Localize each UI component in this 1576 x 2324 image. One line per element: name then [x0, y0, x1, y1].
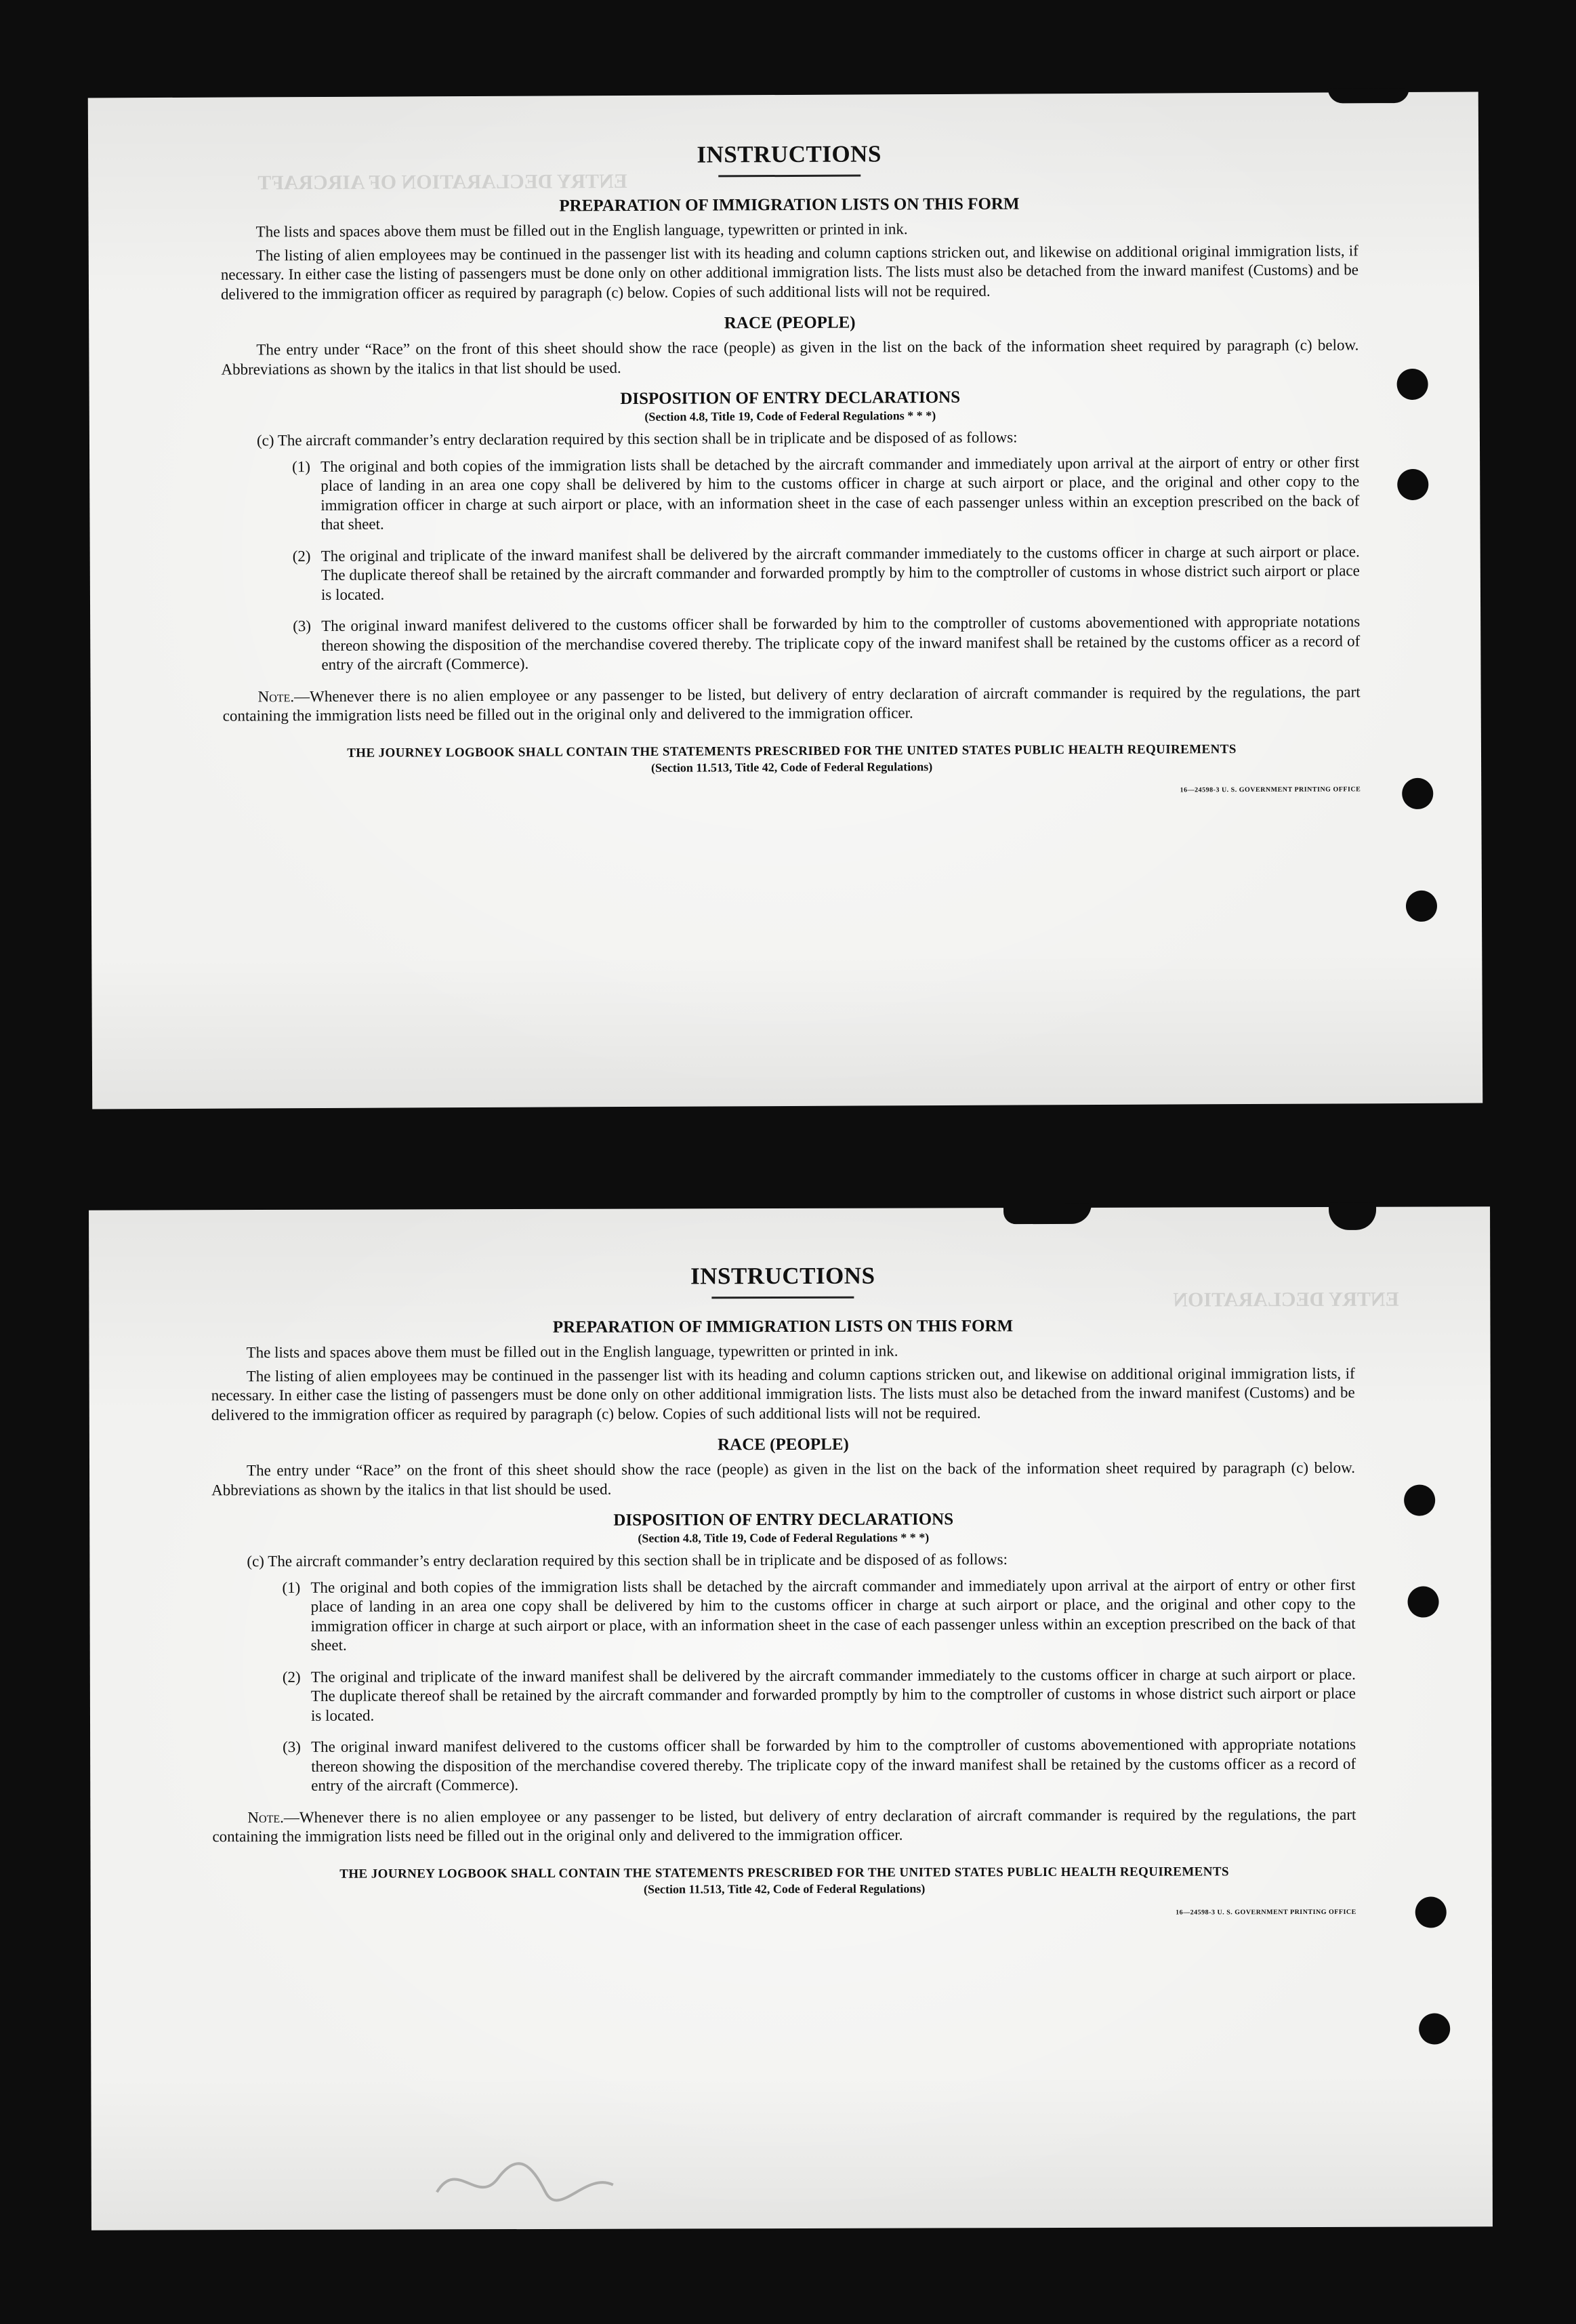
list-item-number: (2)	[292, 547, 311, 565]
list-item-text: The original inward manifest delivered to the customs officer shall be forwarded by him to the comptroller of customs abovementioned with appropriate notations thereon showing the disposition of the merchandise covered thereby. The triplicate copy of the inward manifest shall be retained by the customs officer as a record of entry of the aircraft (Commerce).	[311, 1735, 1356, 1794]
bleed-through-text: ENTRY DECLARATION OF AIRCRAFT	[257, 170, 627, 195]
note-label: Note.	[247, 1808, 284, 1826]
journey-reference: (Section 11.513, Title 42, Code of Federal Regulations)	[650, 759, 933, 775]
bleed-through-text: ENTRY DECLARATION	[1173, 1288, 1399, 1311]
list-item-number: (2)	[282, 1668, 301, 1686]
disposition-heading: DISPOSITION OF ENTRY DECLARATIONS	[620, 388, 961, 409]
printer-imprint: 16—24598-3 U. S. GOVERNMENT PRINTING OFFICE	[1180, 785, 1361, 794]
disposition-intro: (c) The aircraft commander’s entry declaration required by this section shall be in triplicate and be disposed of as follows:	[256, 428, 1018, 449]
prep-paragraph-1: The lists and spaces above them must be filled out in the English language, typewritten or printed in ink.	[246, 1342, 898, 1362]
paper-tear	[1329, 1203, 1376, 1230]
printer-imprint: 16—24598-3 U. S. GOVERNMENT PRINTING OFFICE	[1176, 1908, 1356, 1917]
document-sheet-top	[88, 92, 1482, 1109]
preparation-heading: PREPARATION OF IMMIGRATION LISTS ON THIS FORM	[552, 1317, 1014, 1337]
list-item	[212, 1735, 1356, 1796]
race-paragraph: The entry under “Race” on the front of this sheet should show the race (people) as given in the list on the back of the information sheet required by paragraph (c) below. Abbreviations as shown by the italics in that list should be used.	[211, 1459, 1356, 1499]
list-item-text: The original inward manifest delivered to the customs officer shall be forwarded by him to the comptroller of customs abovementioned with appropriate notations thereon showing the disposition of the merchandise covered thereby. The triplicate copy of the inward manifest shall be retained by the customs officer as a record of entry of the aircraft (Commerce).	[321, 613, 1361, 673]
punch-hole	[1397, 369, 1428, 400]
list-item-text: The original and both copies of the immigration lists shall be detached by the aircraft commander and immediately upon arrival at the airport of entry or other first place of landing in an area one copy shall be delivered by him to the customs officer in charge at such airport or place, and the original and other copy to the immigration officer in charge at such airport or place, with an information sheet in the case of each passenger unless within an exception prescribed on the back of that sheet.	[320, 453, 1360, 533]
list-item	[211, 1575, 1355, 1655]
instructions-content	[220, 138, 1361, 798]
paper-tear	[1003, 1204, 1092, 1224]
page-title: INSTRUCTIONS	[690, 1262, 875, 1290]
title-underline	[711, 1297, 854, 1299]
paper-tear	[1328, 88, 1409, 104]
instructions-content	[211, 1261, 1356, 1919]
list-item	[222, 612, 1360, 675]
prep-paragraph-1: The lists and spaces above them must be filled out in the English language, typewritten or printed in ink.	[255, 220, 908, 241]
journey-logbook-line: THE JOURNEY LOGBOOK SHALL CONTAIN THE STATEMENTS PRESCRIBED FOR THE UNITED STATES PUBLIC HEALTH REQUIREMENTS	[339, 1864, 1229, 1881]
disposition-reference: (Section 4.8, Title 19, Code of Federal Regulations * * *)	[638, 1530, 930, 1545]
disposition-heading: DISPOSITION OF ENTRY DECLARATIONS	[613, 1510, 954, 1530]
list-item	[222, 542, 1360, 605]
list-item	[222, 453, 1359, 535]
punch-hole	[1419, 2013, 1450, 2044]
list-item-number: (3)	[283, 1738, 301, 1755]
list-item-text: The original and both copies of the immigration lists shall be detached by the aircraft commander and immediately upon arrival at the airport of entry or other first place of landing in an area one copy shall be delivered by him to the customs officer in charge at such airport or place, and the original and other copy to the immigration officer in charge at such airport or place, with an information sheet in the case of each passenger unless within an exception prescribed on the back of that sheet.	[310, 1576, 1356, 1654]
prep-paragraph-2: The listing of alien employees may be continued in the passenger list with its heading and column captions stricken out, and likewise on additional original immigration lists, if necessary. In either case the listing of passengers must be done only on other additional immigration lists. The lists must also be detached from the inward manifest (Customs) and be delivered to the immigration officer as required by paragraph (c) below. Copies of such additional lists will not be required.	[211, 1364, 1355, 1423]
journey-logbook-line: THE JOURNEY LOGBOOK SHALL CONTAIN THE STATEMENTS PRESCRIBED FOR THE UNITED STATES PUBLIC HEALTH REQUIREMENTS	[347, 741, 1237, 760]
prep-paragraph-2: The listing of alien employees may be continued in the passenger list with its heading and column captions stricken out, and likewise on additional original immigration lists, if necessary. In either case the listing of passengers must be done only on other additional immigration lists. The lists must also be detached from the inward manifest (Customs) and be delivered to the immigration officer as required by paragraph (c) below. Copies of such additional lists will not be required.	[220, 241, 1359, 303]
page-title: INSTRUCTIONS	[697, 140, 882, 168]
list-item	[212, 1665, 1356, 1726]
note-text: —Whenever there is no alien employee or any passenger to be listed, but delivery of entry declaration of aircraft commander is required by the regulations, the part containing the immigration lists need be filled out in the original only and delivered to the immigration officer.	[212, 1806, 1356, 1846]
punch-hole	[1407, 1586, 1438, 1617]
disposition-reference: (Section 4.8, Title 19, Code of Federal Regulations * * *)	[644, 409, 936, 424]
punch-hole	[1406, 891, 1437, 922]
title-underline	[718, 175, 860, 178]
punch-hole	[1402, 778, 1433, 809]
punch-hole	[1415, 1896, 1447, 1928]
note-paragraph	[223, 682, 1361, 726]
disposition-intro: (c) The aircraft commander’s entry declaration required by this section shall be in triplicate and be disposed of as follows:	[247, 1551, 1008, 1570]
race-paragraph: The entry under “Race” on the front of this sheet should show the race (people) as given in the list on the back of the information sheet required by paragraph (c) below. Abbreviations as shown by the italics in that list should be used.	[221, 336, 1359, 378]
list-item-text: The original and triplicate of the inward manifest shall be delivered by the aircraft commander immediately to the customs officer in charge at such airport or place. The duplicate thereof shall be retained by the aircraft commander and forwarded promptly by him to the comptroller of customs in whose district such airport or place is located.	[310, 1665, 1356, 1724]
punch-hole	[1397, 469, 1428, 500]
journey-reference: (Section 11.513, Title 42, Code of Federal Regulations)	[643, 1881, 926, 1896]
punch-hole	[1404, 1485, 1435, 1516]
note-text: —Whenever there is no alien employee or any passenger to be listed, but delivery of entry declaration of aircraft commander is required by the regulations, the part containing the immigration lists need be filled out in the original only and delivered to the immigration officer.	[222, 682, 1361, 725]
document-sheet-bottom	[89, 1206, 1493, 2230]
preparation-heading: PREPARATION OF IMMIGRATION LISTS ON THIS FORM	[559, 195, 1020, 216]
list-item-number: (1)	[292, 457, 311, 475]
handwritten-marks	[430, 2151, 620, 2213]
race-heading: RACE (PEOPLE)	[718, 1435, 849, 1454]
note-label: Note.	[257, 687, 295, 705]
list-item-text: The original and triplicate of the inward manifest shall be delivered by the aircraft commander immediately to the customs officer in charge at such airport or place. The duplicate thereof shall be retained by the aircraft commander and forwarded promptly by him to the comptroller of customs in whose district such airport or place is located.	[320, 542, 1360, 603]
note-paragraph	[212, 1805, 1356, 1846]
race-heading: RACE (PEOPLE)	[724, 313, 856, 333]
list-item-number: (3)	[293, 617, 312, 635]
list-item-number: (1)	[282, 1578, 301, 1596]
